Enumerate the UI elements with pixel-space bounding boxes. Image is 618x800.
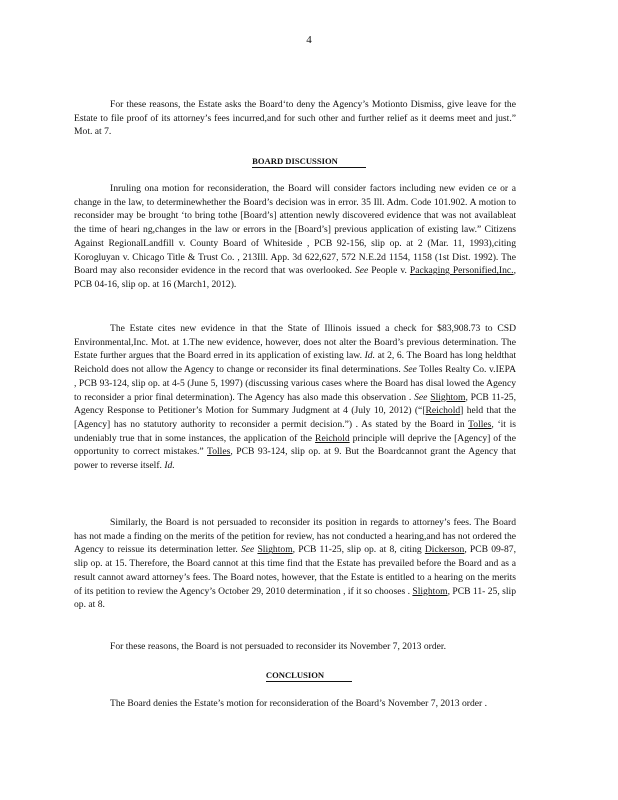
case-name: Dickerson (424, 544, 465, 556)
citation-signal: See (240, 544, 255, 556)
case-name: Slightom (257, 544, 293, 556)
paragraph-text: , PCB 11- 25, slip op. at 8. (74, 585, 516, 611)
citation-signal: See (403, 364, 417, 376)
case-name: Slightom (412, 585, 448, 597)
paragraph-text: ] held that the [Agency] has no statutory authority to reconsider a permit decision.”) . As stated by the Board in (74, 405, 516, 430)
paragraph-text: principle will deprive the [Agency] of the opportunity to correct mistakes.” (74, 432, 516, 458)
citation-signal: See (354, 265, 369, 277)
case-name: Slightom (430, 391, 466, 403)
case-name: Tolles (468, 418, 492, 430)
paragraph-text: , PCB 93-124, slip op. at 9. But the Boardcannot grant the Agency that power to reverse itself. (74, 446, 516, 472)
case-name: Packaging Personified,Inc. (409, 265, 514, 277)
heading-text: CONCLUSION (266, 670, 352, 682)
paragraph-text: The Board denies the Estate’s motion for reconsideration of the Board’s November 7, 2013 order . (110, 698, 487, 709)
paragraph-new-evidence (74, 322, 516, 473)
paragraph-text: , ‘it is undeniably true that in some instances, the application of the (74, 418, 516, 444)
paragraph-text: Similarly, the Board is not persuaded to reconsider its position in regards to attorney’s fees. The Board has not made a finding on the merits of the petition for review, has not conducted a hearing,and has not ordered the Agency to reissue its determination letter. (74, 517, 516, 556)
citation-signal: Id. (364, 350, 375, 362)
paragraph-text: The Estate cites new evidence in that the State of Illinois issued a check for $83,908.73 to CSD Environmental,Inc. Mot. at 1.The new evidence, however, does not alter the Board’s previous determination. The Estate further argues that the Board erred in its application of existing law. (74, 323, 516, 362)
paragraph-text: , PCB 11-25, Agency Response to Petitioner’s Motion for Summary Judgment at 4 (July 10, 2012) (“[ (74, 391, 516, 417)
case-name: Tolles (207, 446, 231, 458)
paragraph-text: at 2, 6. The Board has long heldthat Reichold does not allow the Agency to change or reconsider its final determinations. (74, 350, 517, 376)
paragraph-text: People v. (371, 265, 407, 277)
case-name: Reichold (315, 432, 350, 444)
paragraph-text: Tolles Realty Co. v.IEPA , PCB 93-124, slip op. at 4-5 (June 5, 1997) (discussing various cases where the Board has disal lowed the Agency to reconsider a prior final determination). The Agency has also made this observation . (74, 364, 517, 403)
heading-text: BOARD DISCUSSION (252, 156, 366, 168)
paragraph-text: Inruling ona motion for reconsideration, the Board will consider factors including new eviden ce or a change in the law, to determinewhether the Board’s decision was in error. 35 Ill. Adm. Code 101.902. A motion to reconsider may be brought ‘to bring tothe [Board’s] attention newly discovered evidence that was not availableat the time of heari ng,changes in the law or errors in the [Board’s] previous application of existing law.” Citizens Against RegionalLandfill v. County Board of Whiteside , PCB 92-156, slip op. at 2 (Mar. 11, 1993),citing Korogluyan v. Chicago Title & Trust Co. , 213Ill. App. 3d 622,627, 572 N.E.2d 1154, 1158 (1st Dist. 1992). The Board may also reconsider evidence in the record that was overlooked. (74, 183, 516, 277)
paragraph-attorney-fees (74, 516, 516, 612)
paragraph-not-persuaded (74, 640, 516, 654)
paragraph-text: For these reasons, the Board is not persuaded to reconsider its November 7, 2013 order. (110, 641, 446, 652)
paragraph-estate-request (74, 98, 516, 139)
paragraph-text: For these reasons, the Estate asks the Board‘to deny the Agency’s Motionto Dismiss, give leave for the Estate to file proof of its attorney’s fees incurred,and for such other and further relief as it deems meet and just.” Mot. at 7. (74, 99, 516, 138)
paragraph-reconsideration-standard (74, 182, 516, 292)
citation-signal: See (414, 391, 428, 403)
citation-signal: Id. (164, 460, 175, 472)
case-name: Reichold (425, 405, 461, 417)
paragraph-text: , PCB 04-16, slip op. at 16 (March1, 2012). (74, 265, 516, 290)
paragraph-text: , PCB 09-87, slip op. at 15. Therefore, the Board cannot at this time find that the Estate has prevailed before the Board and as a result cannot award attorney’s fees. The Board notes, however, that the Estate is entitled to a hearing on the merits of its petition to review the Agency’s October 29, 2010 determination , if it so chooses . (74, 544, 516, 597)
heading-board-discussion (0, 156, 618, 168)
paragraph-text: , PCB 11-25, slip op. at 8, citing (292, 544, 422, 556)
heading-conclusion (0, 670, 618, 682)
page-number: 4 (306, 34, 312, 46)
paragraph-conclusion (74, 697, 516, 711)
